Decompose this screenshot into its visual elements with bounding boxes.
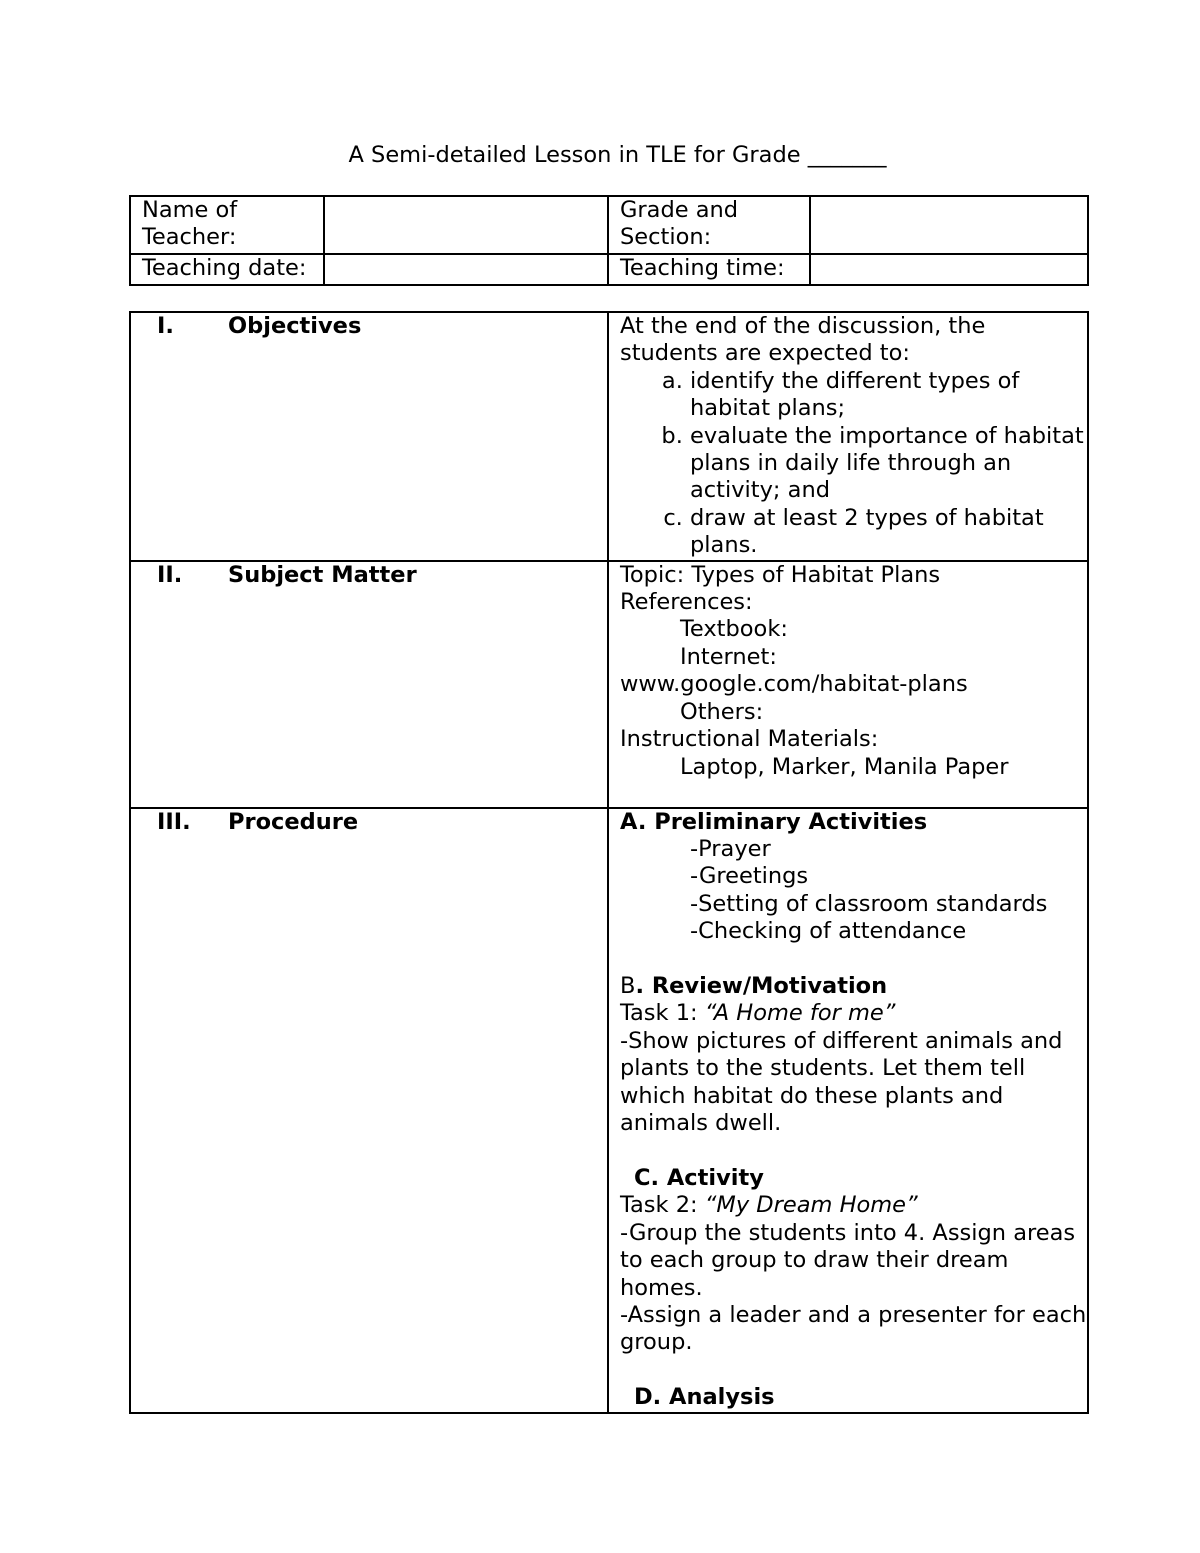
teaching-time-field[interactable] bbox=[810, 254, 1088, 285]
objective-item: c. draw at least 2 types of habitat plans. bbox=[690, 505, 1087, 560]
materials-label: Instructional Materials: bbox=[620, 726, 879, 753]
task1-line: Task 1: “A Home for me” bbox=[620, 1000, 896, 1027]
internet-label: Internet: bbox=[680, 643, 777, 670]
preliminary-item: -Checking of attendance bbox=[690, 918, 967, 945]
subject-heading: Subject Matter bbox=[228, 561, 417, 588]
objectives-intro: At the end of the discussion, the students are expected to: bbox=[620, 313, 986, 367]
grade-and-section-label: Grade and Section: bbox=[608, 196, 810, 254]
name-of-teacher-field[interactable] bbox=[324, 196, 608, 254]
task2-description: -Assign a leader and a presenter for each group. bbox=[620, 1301, 1087, 1356]
task2-line: Task 2: “My Dream Home” bbox=[620, 1192, 918, 1219]
objectives-content bbox=[608, 312, 1088, 561]
section-number: I. bbox=[157, 313, 174, 339]
teaching-time-label: Teaching time: bbox=[608, 254, 810, 285]
objective-item: a. identify the different types of habitat plans; bbox=[690, 368, 1087, 423]
preliminary-item: -Setting of classroom standards bbox=[690, 890, 1048, 917]
section-number: III. bbox=[157, 808, 191, 835]
preliminary-item: -Prayer bbox=[690, 836, 771, 863]
teacher-info-table bbox=[129, 195, 1089, 286]
preliminary-item: -Greetings bbox=[690, 863, 809, 890]
objective-item: b. evaluate the importance of habitat plans in daily life through an activity; and bbox=[690, 423, 1087, 505]
name-of-teacher-label: Name of Teacher: bbox=[130, 196, 324, 254]
section-number: II. bbox=[157, 561, 183, 588]
objectives-heading: Objectives bbox=[228, 313, 362, 339]
subject-matter-row bbox=[130, 561, 1088, 808]
task2-description: -Group the students into 4. Assign areas to each group to draw their dream homes. bbox=[620, 1219, 1076, 1301]
procedure-heading-cell bbox=[130, 808, 608, 1413]
page-title: A Semi-detailed Lesson in TLE for Grade _______ bbox=[348, 142, 887, 168]
teaching-date-field[interactable] bbox=[324, 254, 608, 285]
grade-and-section-field[interactable] bbox=[810, 196, 1088, 254]
objectives-row bbox=[130, 312, 1088, 561]
references-label: References: bbox=[620, 589, 753, 616]
lesson-plan-table bbox=[129, 311, 1089, 1414]
analysis-heading: D. Analysis bbox=[634, 1384, 775, 1411]
subject-content bbox=[608, 561, 1088, 808]
subject-heading-cell bbox=[130, 561, 608, 808]
others-label: Others: bbox=[680, 698, 764, 725]
task1-description: -Show pictures of different animals and plants to the students. Let them tell which habitat do these plants and animals dwell. bbox=[620, 1027, 1063, 1137]
objectives-list bbox=[620, 368, 1087, 560]
teaching-date-label: Teaching date: bbox=[130, 254, 324, 285]
internet-link[interactable]: www.google.com/habitat-plans bbox=[620, 671, 968, 698]
objectives-heading-cell bbox=[130, 312, 608, 561]
materials-list: Laptop, Marker, Manila Paper bbox=[680, 753, 1009, 780]
review-heading: B. Review/Motivation bbox=[620, 973, 888, 1000]
procedure-content bbox=[608, 808, 1088, 1413]
textbook-label: Textbook: bbox=[680, 616, 788, 643]
activity-heading: C. Activity bbox=[634, 1164, 764, 1191]
procedure-row bbox=[130, 808, 1088, 1413]
topic-text: Topic: Types of Habitat Plans bbox=[620, 561, 941, 588]
preliminary-heading: A. Preliminary Activities bbox=[620, 808, 928, 835]
procedure-heading: Procedure bbox=[228, 808, 359, 835]
